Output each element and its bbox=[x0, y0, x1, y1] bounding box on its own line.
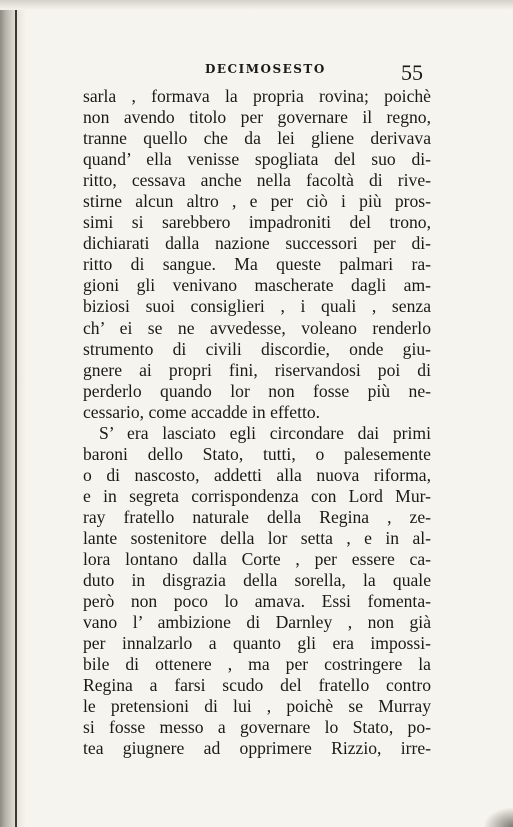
text-line: cessario, come accadde in effetto. bbox=[83, 401, 321, 422]
text-line: bile di ottenere , ma per costringere la bbox=[83, 654, 431, 675]
text-line: gnere ai propri fini, riservandosi poi di bbox=[83, 359, 431, 380]
text-line: vano l’ ambizione di Darnley , non già bbox=[83, 612, 431, 633]
text-line: non avendo titolo per governare il regno, bbox=[83, 107, 431, 128]
text-line: baroni dello Stato, tutti, o palesemente bbox=[83, 443, 431, 464]
text-line: duto in disgrazia della sorella, la quale bbox=[83, 570, 431, 591]
text-line: lante sostenitore della lor setta , e in al- bbox=[83, 527, 431, 548]
text-line: lora lontano dalla Corte , per essere ca- bbox=[83, 549, 431, 570]
text-line: ray fratello naturale della Regina , ze- bbox=[83, 506, 431, 527]
top-edge-shadow bbox=[0, 0, 513, 10]
text-line: tranne quello che da lei gliene derivava bbox=[83, 128, 431, 149]
text-line: o di nascosto, addetti alla nuova riforma, bbox=[83, 464, 431, 485]
text-line: dichiarati dalla nazione successori per di- bbox=[83, 233, 431, 254]
corner-shadow bbox=[483, 807, 513, 827]
text-line: però non poco lo amava. Essi fomenta- bbox=[83, 591, 431, 612]
text-line: le pretensioni di lui , poichè se Murray bbox=[83, 696, 431, 717]
text-line: ch’ ei se ne avvedesse, voleano renderlo bbox=[83, 317, 431, 338]
body-text bbox=[83, 86, 431, 760]
page-number: 55 bbox=[401, 60, 423, 85]
text-line: ritto, cessava anche nella facoltà di rive- bbox=[83, 170, 431, 191]
text-line: per innalzarlo a quanto gli era impossi- bbox=[83, 633, 431, 654]
text-line: quand’ ella venisse spogliata del suo di- bbox=[83, 149, 431, 170]
gutter-line bbox=[15, 0, 17, 827]
text-line: strumento di civili discordie, onde giu- bbox=[83, 338, 431, 359]
text-line: sarla , formava la propria rovina; poichè bbox=[83, 86, 431, 106]
text-line: tea giugnere ad opprimere Rizzio, irre- bbox=[83, 738, 431, 759]
text-line: stirne alcun altro , e per ciò i più pros- bbox=[83, 191, 431, 212]
text-line: si fosse messo a governare lo Stato, po- bbox=[83, 717, 431, 738]
text-line: perderlo quando lor non fosse più ne- bbox=[83, 380, 431, 401]
text-line: ritto di sangue. Ma queste palmari ra- bbox=[83, 254, 431, 275]
text-line: S’ era lasciato egli circondare dai primi bbox=[99, 422, 431, 443]
binding-shadow bbox=[0, 0, 26, 827]
text-line: biziosi suoi consiglieri , i quali , senza bbox=[83, 296, 431, 317]
text-line: Regina a farsi scudo del fratello contro bbox=[83, 675, 431, 696]
text-line: simi si sarebbero impadroniti del trono, bbox=[83, 212, 431, 233]
text-line: gioni gli venivano mascherate dagli am- bbox=[83, 275, 431, 296]
text-line: e in segreta corrispondenza con Lord Mur- bbox=[83, 485, 431, 506]
running-title: DECIMOSESTO bbox=[205, 62, 326, 76]
